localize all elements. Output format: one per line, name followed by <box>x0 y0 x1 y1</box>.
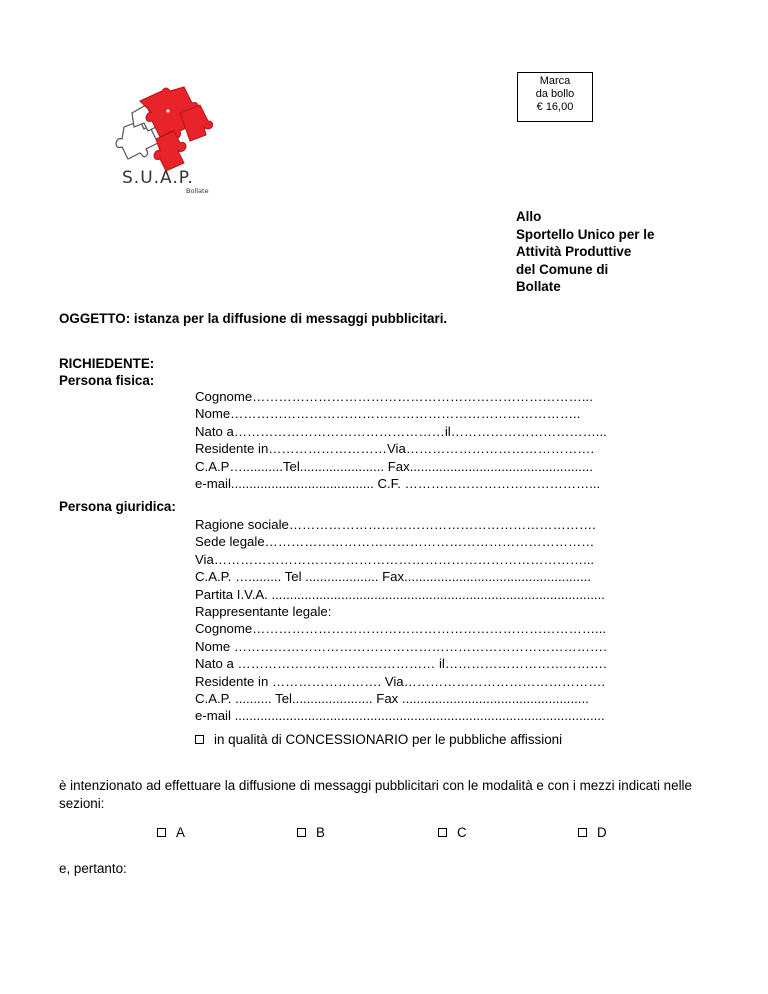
natural-person-fields <box>195 388 607 492</box>
concessionaire-option[interactable] <box>195 732 562 747</box>
logo-name: S.U.A.P. <box>122 168 194 188</box>
suap-logo <box>110 83 220 203</box>
section-label: C <box>457 825 467 840</box>
rep-cap-tel-fax-field[interactable]: C.A.P. .......... Tel...................... Fax ................................................... <box>195 691 589 707</box>
residence-field[interactable]: Residente in………………………Via……………………………………. <box>195 441 595 457</box>
company-name-field[interactable]: Ragione sociale……………………………………………………………. <box>195 517 596 532</box>
rep-residence-field[interactable]: Residente in ……………………. Via………………………………………. <box>195 673 606 689</box>
rep-email-field[interactable]: e-mail ..................................................................................................... <box>195 708 605 724</box>
section-option-c[interactable] <box>438 825 467 840</box>
checkbox-icon[interactable] <box>438 828 447 837</box>
vat-number-field[interactable]: Partita I.V.A. ........................................................................................... <box>195 586 605 602</box>
legal-representative-label: Rappresentante legale: <box>195 604 332 620</box>
revenue-stamp-box <box>517 72 593 122</box>
addressee-block <box>516 208 654 296</box>
stamp-line-3: € 16,00 <box>536 101 574 113</box>
cap-tel-fax-field[interactable]: C.A.P. …......... Tel .................... Fax................................................... <box>195 569 591 585</box>
closing-text: e, pertanto: <box>59 861 127 876</box>
street-field[interactable]: Via…………………………………………………………………………... <box>195 551 595 567</box>
checkbox-icon[interactable] <box>297 828 306 837</box>
rep-birth-field[interactable]: Nato a ……………………………………… il………………………………. <box>195 656 607 672</box>
section-label: A <box>176 825 185 840</box>
rep-surname-field[interactable]: Cognome……………………………………………………………………... <box>195 621 607 637</box>
stamp-line-1: Marca <box>539 75 571 87</box>
section-label: D <box>597 825 607 840</box>
legal-person-fields <box>195 516 607 725</box>
checkbox-icon[interactable] <box>578 828 587 837</box>
rep-name-field[interactable]: Nome …………………………………………………………………………. <box>195 638 607 654</box>
surname-field[interactable]: Cognome…………………………………………………………………... <box>195 389 593 404</box>
checkbox-icon[interactable] <box>195 735 204 744</box>
email-cf-field[interactable]: e-mail....................................... C.F. ……………………………………... <box>195 476 601 492</box>
addressee-line: Attività Produttive <box>516 244 632 259</box>
cap-tel-fax-field[interactable]: C.A.P…...........Tel....................... Fax.................................................. <box>195 458 593 474</box>
addressee-line: Sportello Unico per le <box>516 226 655 242</box>
stamp-line-2: da bollo <box>535 88 575 100</box>
section-option-d[interactable] <box>578 825 607 840</box>
logo-subtitle: Bollate <box>186 187 209 195</box>
intro-paragraph: è intenzionato ad effettuare la diffusione di messaggi pubblicitari con le modalità e con i mezzi indicati nelle sezioni: <box>59 778 692 811</box>
section-option-a[interactable] <box>157 825 185 840</box>
registered-office-field[interactable]: Sede legale………………………………………………………………… <box>195 534 595 550</box>
puzzle-logo-icon <box>110 83 220 203</box>
natural-person-label: Persona fisica: <box>59 373 155 388</box>
legal-person-label: Persona giuridica: <box>59 499 176 514</box>
concessionaire-label: in qualità di CONCESSIONARIO per le pubbliche affissioni <box>214 732 563 747</box>
addressee-line: Bollate <box>516 279 561 294</box>
name-field[interactable]: Nome…………………………………………………………………….. <box>195 406 581 422</box>
addressee-line: Allo <box>516 209 542 224</box>
checkbox-icon[interactable] <box>157 828 166 837</box>
addressee-line: del Comune di <box>516 261 609 277</box>
subject-heading: OGGETTO: istanza per la diffusione di messaggi pubblicitari. <box>59 311 448 326</box>
section-option-b[interactable] <box>297 825 325 840</box>
section-label: B <box>316 825 325 840</box>
birth-field[interactable]: Nato a…………………………………………il……………………………... <box>195 423 607 439</box>
applicant-heading <box>59 355 154 389</box>
applicant-title: RICHIEDENTE: <box>59 356 155 371</box>
